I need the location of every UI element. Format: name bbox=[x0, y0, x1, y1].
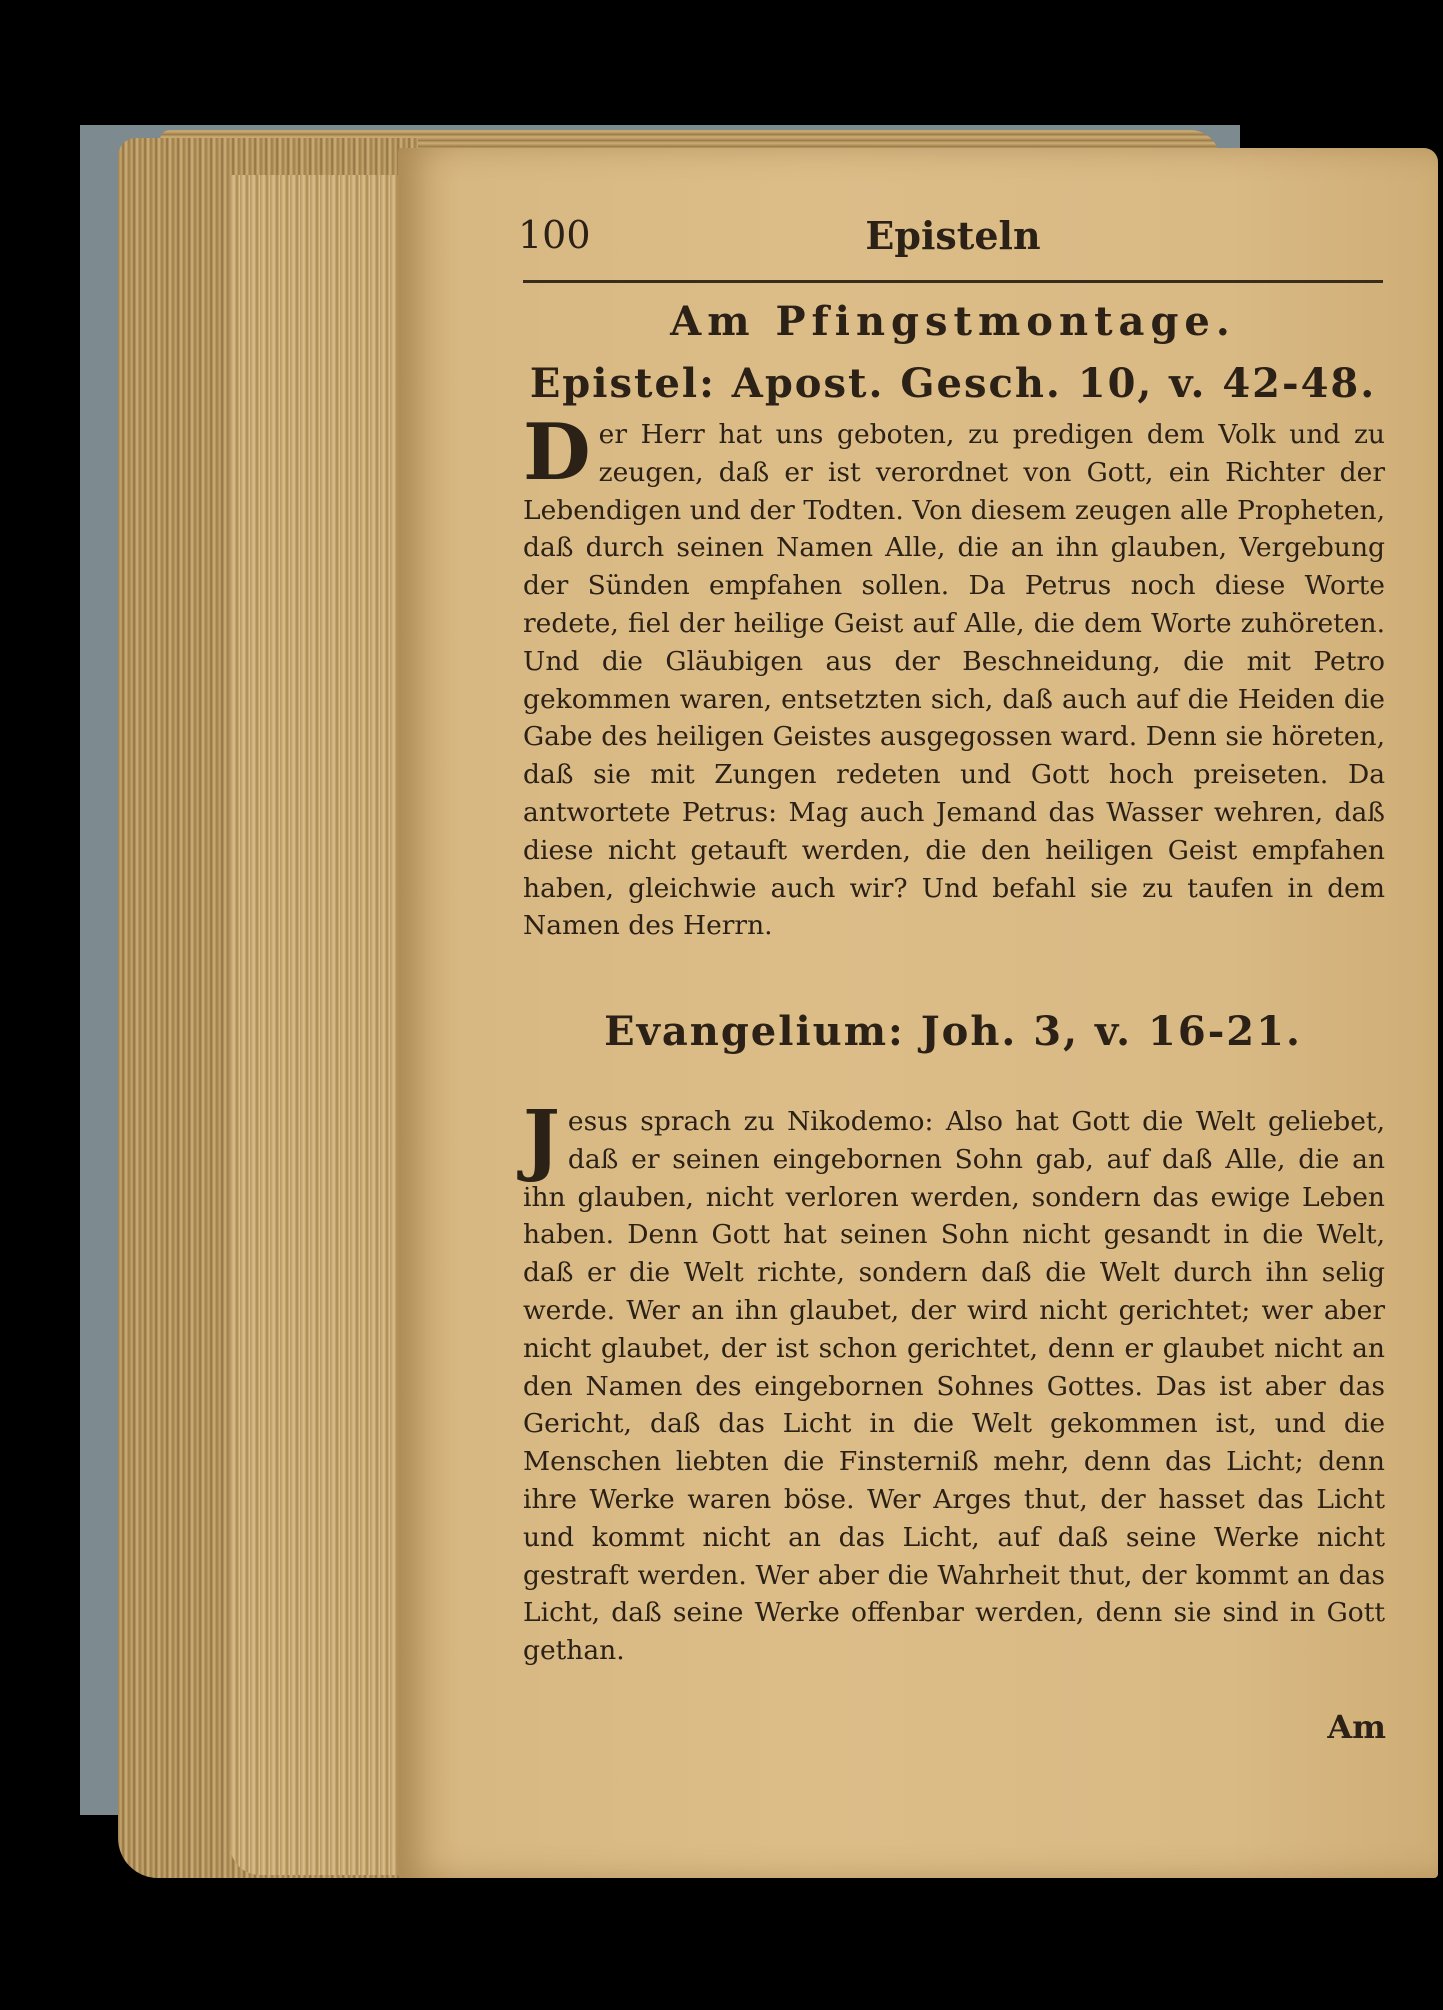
header-rule bbox=[523, 280, 1383, 283]
page-number: 100 bbox=[518, 213, 591, 257]
book-page bbox=[398, 148, 1438, 1878]
epistle-heading: Epistel: Apost. Gesch. 10, v. 42-48. bbox=[529, 360, 1377, 407]
epistle-body: er Herr hat uns geboten, zu predigen dem Volk und zu zeugen, daß er ist verordnet von Gott, ein Richter der Lebendigen und der Todten. Von diesem zeugen alle Propheten, daß durch seinen Namen Alle, die an ihn glauben, Vergebung der Sünden empfahen sollen. Da Petrus noch diese Worte redete, fiel der heilige Geist auf Alle, die dem Worte zuhöreten. Und die Gläubigen aus der Beschneidung, die mit Petro gekommen waren, entsetzten sich, daß auch auf die Heiden die Gabe des heiligen Geistes ausgegossen ward. Denn sie höreten, daß sie mit Zungen redeten und Gott hoch preiseten. Da antwortete Petrus: Mag auch Jemand das Wasser wehren, daß diese nicht getauft werden, die den heiligen Geist empfahen haben, gleichwie auch wir? Und befahl sie zu taufen in dem Namen des Herrn. bbox=[523, 419, 1385, 942]
catchword: Am bbox=[1327, 1708, 1386, 1746]
gospel-heading: Evangelium: Joh. 3, v. 16-21. bbox=[604, 1008, 1302, 1055]
page-header bbox=[518, 213, 1388, 283]
section-title: Am Pfingstmontage. bbox=[670, 298, 1236, 345]
epistle-text bbox=[523, 407, 1385, 945]
epistle-dropcap: D bbox=[523, 407, 591, 498]
inner-page-edges bbox=[230, 175, 400, 1875]
running-title: Episteln bbox=[865, 213, 1041, 258]
gospel-dropcap: J bbox=[523, 1094, 560, 1185]
gospel-body: esus sprach zu Nikodemo: Also hat Gott die Welt geliebet, daß er seinen eingebornen Sohn gab, auf daß Alle, die an ihn glauben, nicht verloren werden, sondern das ewige Leben haben. Denn Gott hat seinen Sohn nicht gesandt in die Welt, daß er die Welt richte, sondern daß die Welt durch ihn selig werde. Wer an ihn glaubet, der wird nicht gerichtet; wer aber nicht glaubet, der ist schon gerichtet, denn er glaubet nicht an den Namen des eingebornen Sohnes Gottes. Das ist aber das Gericht, daß das Licht in die Welt gekommen ist, und die Menschen liebten die Finsterniß mehr, denn das Licht; denn ihre Werke waren böse. Wer Arges thut, der hasset das Licht und kommt nicht an das Licht, auf daß seine Werke nicht gestraft werden. Wer aber die Wahrheit thut, der kommt an das Licht, daß seine Werke offenbar werden, denn sie sind in Gott gethan. bbox=[523, 1106, 1385, 1667]
gospel-text bbox=[523, 1094, 1385, 1670]
